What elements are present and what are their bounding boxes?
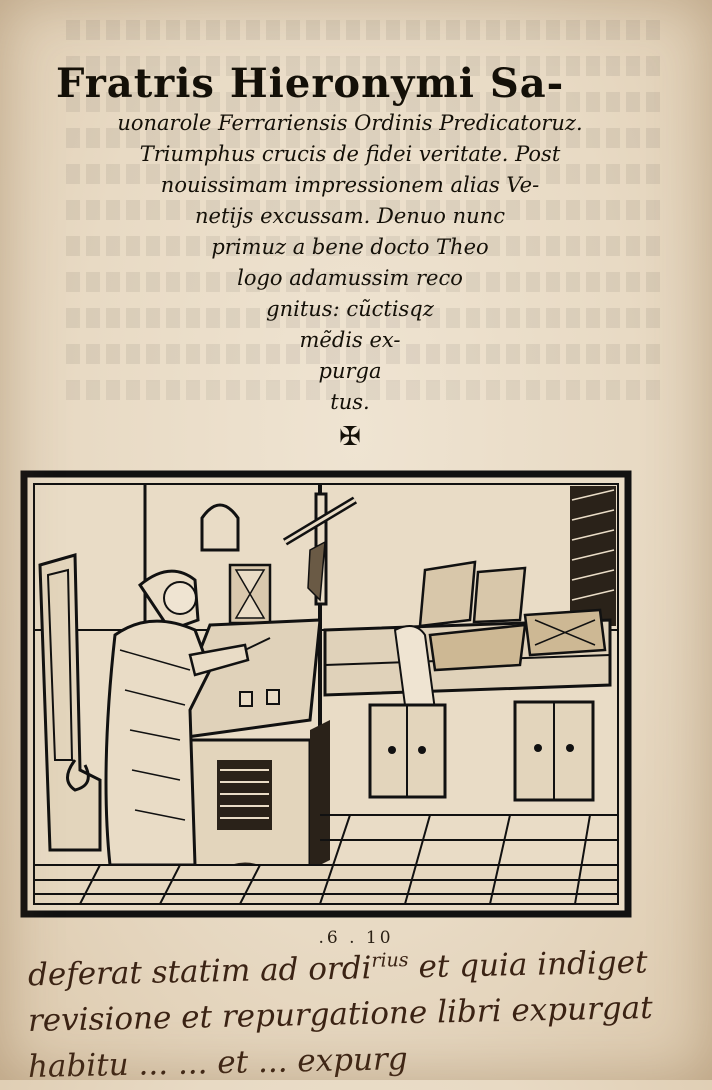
handwritten-annotation (28, 945, 708, 1090)
title-line: primuz a bene docto Theo (211, 235, 489, 259)
title-line: uonarole Ferrariensis Ordinis Predicatoruz. (117, 111, 583, 135)
signature-mark: .6 . 10 (318, 928, 394, 948)
title-line: logo adamussim reco (237, 266, 463, 290)
title-line: Triumphus crucis de fidei veritate. Post (139, 142, 561, 166)
handwriting-superscript: rius (371, 949, 409, 972)
title-line: netijs excussam. Denuo nunc (195, 204, 505, 228)
title-line: gnitus: cũctisqz (266, 297, 434, 321)
title-line: nouissimam impressionem alias Ve- (160, 173, 540, 197)
cross-icon: ✠ (339, 422, 361, 452)
handwriting-line: revisione et repurgatione libri expurgat (27, 990, 653, 1040)
woodcut-illustration (20, 470, 632, 918)
title-line: tus. (330, 390, 370, 414)
title-heading: Fratris Hieronymi Sa- (56, 60, 565, 107)
title-line: purga (318, 359, 382, 383)
scholar-at-writing-desk-woodcut (20, 470, 632, 918)
handwriting-text: deferat statim ad ordi (27, 950, 372, 994)
handwriting-text: et quia indiget (408, 944, 648, 986)
title-line: mẽdis ex- (299, 328, 401, 352)
title-page-text (30, 60, 670, 452)
handwriting-line: habitu ... ... et ... expurg (27, 1041, 408, 1086)
